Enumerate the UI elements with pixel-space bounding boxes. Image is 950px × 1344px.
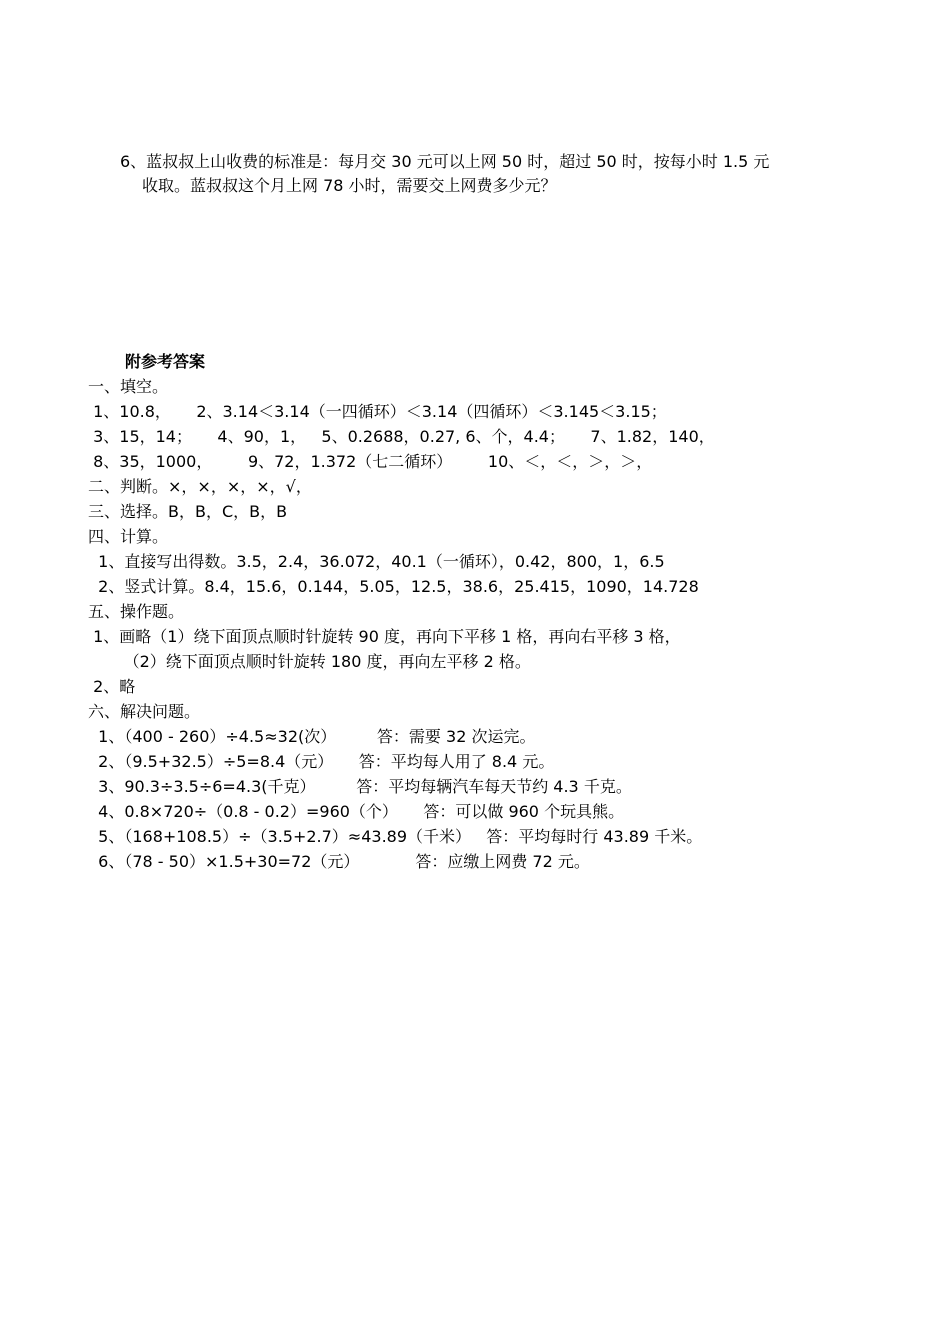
answer-line: 6、（78 - 50）×1.5+30=72（元） 答：应缴上网费 72 元。: [88, 852, 590, 871]
answer-line: 五、操作题。: [88, 602, 185, 621]
answer-line: 8、35，1000， 9、72，1.372（七二循环） 10、＜，＜，＞，＞，: [88, 452, 653, 471]
answer-line: 一、填空。: [88, 377, 169, 396]
answer-line: （2）绕下面顶点顺时针旋转 180 度，再向左平移 2 格。: [88, 652, 531, 671]
answer-line: 2、略: [88, 677, 136, 696]
answer-line: 1、（400 - 260）÷4.5≈32(次） 答：需要 32 次运完。: [88, 727, 536, 746]
question-6-line-2: 收取。蓝叔叔这个月上网 78 小时，需要交上网费多少元？: [142, 176, 557, 195]
answer-line: 1、画略（1）绕下面顶点顺时针旋转 90 度，再向下平移 1 格，再向右平移 3 格，: [88, 627, 681, 646]
answer-line: 1、10.8， 2、3.14＜3.14（一四循环）＜3.14（四循环）＜3.145＜3.15；: [88, 402, 667, 421]
answer-line: 六、解决问题。: [88, 702, 201, 721]
answer-line: 5、（168+108.5）÷（3.5+2.7）≈43.89（千米） 答：平均每时行 43.89 千米。: [88, 827, 703, 846]
answer-line: 二、判断。×，×，×，×，√，: [88, 477, 312, 496]
answer-key-title: 附参考答案: [125, 352, 206, 371]
answer-line: 4、0.8×720÷（0.8 - 0.2）=960（个） 答：可以做 960 个玩具熊。: [88, 802, 625, 821]
question-6-line-1: 6、蓝叔叔上山收费的标准是：每月交 30 元可以上网 50 时，超过 50 时，按每小时 1.5 元: [120, 152, 770, 171]
answer-line: 三、选择。B，B，C，B，B: [88, 502, 288, 521]
answer-line: 1、直接写出得数。3.5，2.4，36.072，40.1（一循环），0.42，800，1，6.5: [88, 552, 665, 571]
answer-line: 2、（9.5+32.5）÷5=8.4（元） 答：平均每人用了 8.4 元。: [88, 752, 555, 771]
answer-line: 3、15，14； 4、90，1， 5、0.2688，0.27, 6、个，4.4； 7、1.82，140，: [88, 427, 715, 446]
answer-line: 3、90.3÷3.5÷6=4.3(千克） 答：平均每辆汽车每天节约 4.3 千克。: [88, 777, 632, 796]
answer-line: 2、竖式计算。8.4，15.6，0.144，5.05，12.5，38.6，25.415，1090，14.728: [88, 577, 699, 596]
answer-line: 四、计算。: [88, 527, 169, 546]
